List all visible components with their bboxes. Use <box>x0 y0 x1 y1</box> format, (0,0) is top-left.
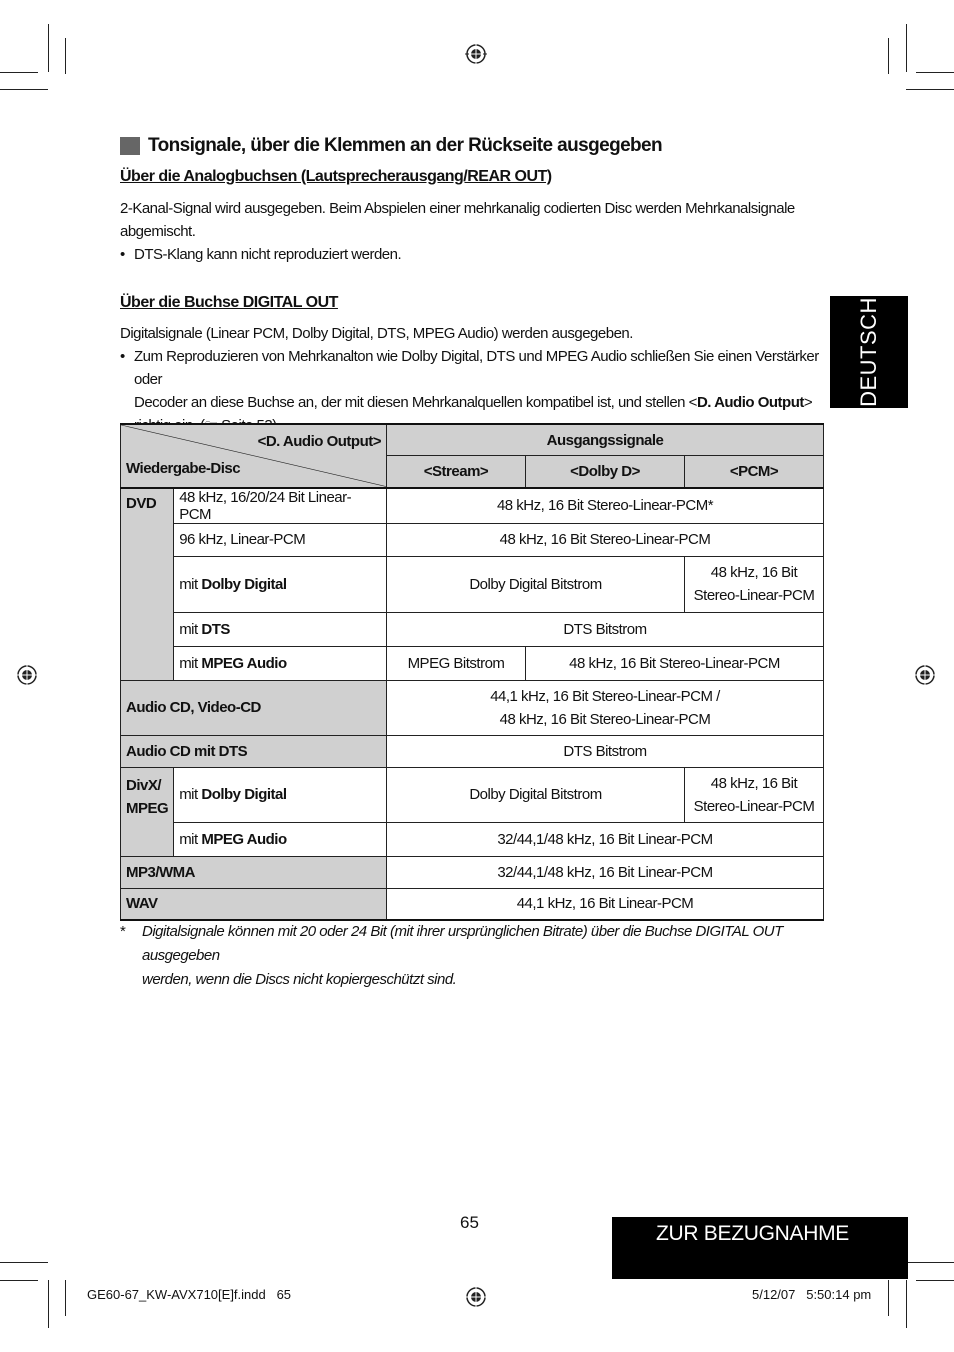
footnote-line: werden, wenn die Discs nicht kopiergeschützt sind. <box>142 971 457 988</box>
crop-mark <box>0 1280 38 1281</box>
output-line: Stereo-Linear-PCM <box>693 797 815 815</box>
mit-label: mit <box>179 654 198 672</box>
date-slug: 5/12/07 5:50:14 pm <box>752 1287 872 1302</box>
crop-mark <box>888 38 889 74</box>
column-header-stream: <Stream> <box>387 456 526 488</box>
disc-divx-line: DivX/ <box>126 776 162 794</box>
output-line: Stereo-Linear-PCM <box>693 587 815 604</box>
mit-label: mit <box>179 620 198 638</box>
output-cell <box>685 767 824 822</box>
analog-paragraph <box>120 197 830 266</box>
analog-paragraph-line: abgemischt. <box>120 223 196 240</box>
digital-bullet-line <box>134 391 826 414</box>
analog-paragraph-line: 2-Kanal-Signal wird ausgegeben. Beim Abspielen einer mehrkanalig codierten Disc werden Mehrkanalsignale <box>120 200 795 217</box>
reference-label: ZUR BEZUGNAHME <box>656 1222 849 1245</box>
output-cell: MPEG Bitstrom <box>387 646 526 680</box>
format-label: DTS <box>201 620 230 638</box>
crop-mark <box>0 72 38 73</box>
analog-bullet: • DTS-Klang kann nicht reproduziert werden. <box>120 243 830 266</box>
column-header-dolby: <Dolby D> <box>526 456 685 488</box>
analog-heading: Über die Analogbuchsen (Lautsprecherausgang/REAR OUT) <box>120 168 552 185</box>
reference-tab <box>612 1217 908 1279</box>
footnote-text <box>120 920 825 992</box>
dvd-sub-row <box>174 612 387 646</box>
output-cell <box>685 556 824 612</box>
mit-label: mit <box>179 786 198 803</box>
disc-audio-cd-dts: Audio CD mit DTS <box>121 735 387 767</box>
disc-divx-line: MPEG <box>126 799 169 817</box>
dvd-sub-row: 96 kHz, Linear-PCM <box>174 523 387 556</box>
registration-target-icon <box>914 664 936 686</box>
crop-mark <box>65 1280 66 1316</box>
crop-mark <box>916 72 954 73</box>
file-slug: GE60-67_KW-AVX710[E]f.indd 65 <box>87 1287 292 1302</box>
format-label: MPEG Audio <box>201 654 287 672</box>
crop-mark <box>906 1262 954 1263</box>
page-number: 65 <box>460 1213 479 1232</box>
disc-audio-cd: Audio CD, Video-CD <box>121 680 387 735</box>
output-line: 48 kHz, 16 Bit <box>710 774 798 792</box>
language-tab-label: DEUTSCH <box>856 297 881 407</box>
footnote-mark: * <box>120 923 126 940</box>
crop-mark <box>906 89 954 90</box>
group-header: Ausgangssignale <box>387 424 824 456</box>
setting-name: D. Audio Output <box>696 394 804 411</box>
dvd-sub-row: 48 kHz, 16/20/24 Bit Linear-PCM <box>174 488 387 524</box>
output-signal-table <box>120 423 824 921</box>
registration-target-icon <box>16 664 38 686</box>
digital-paragraph-line: Digitalsignale (Linear PCM, Dolby Digital, DTS, MPEG Audio) werden ausgegeben. <box>120 325 633 342</box>
heading-square-icon <box>120 137 140 155</box>
format-label: Dolby Digital <box>201 575 287 593</box>
section-heading <box>120 135 662 157</box>
format-label: Dolby Digital <box>201 786 287 803</box>
output-line: 48 kHz, 16 Bit Stereo-Linear-PCM <box>499 710 711 728</box>
crop-mark <box>888 1280 889 1316</box>
digital-bullet-text: Decoder an diese Buchse an, der mit diesen Mehrkanalquellen kompatibel ist, und stellen < <box>134 394 697 411</box>
mit-label: mit <box>179 830 198 848</box>
output-cell: Dolby Digital Bitstrom <box>387 556 685 612</box>
output-cell: 44,1 kHz, 16 Bit Linear-PCM <box>387 888 824 920</box>
footnote <box>120 920 825 992</box>
output-cell: DTS Bitstrom <box>387 735 824 767</box>
disc-divx <box>121 767 174 856</box>
output-line: 48 kHz, 16 Bit <box>710 564 798 581</box>
corner-bottom-label: Wiedergabe-Disc <box>126 459 241 477</box>
output-cell: DTS Bitstrom <box>387 612 824 646</box>
output-cell: 48 kHz, 16 Bit Stereo-Linear-PCM* <box>387 488 824 524</box>
output-cell: 48 kHz, 16 Bit Stereo-Linear-PCM <box>526 646 824 680</box>
dvd-sub-row <box>174 646 387 680</box>
crop-mark <box>65 38 66 74</box>
crop-mark <box>0 1262 48 1263</box>
digital-paragraph <box>120 322 826 437</box>
output-cell: 32/44,1/48 kHz, 16 Bit Linear-PCM <box>387 856 824 888</box>
crop-mark <box>48 24 49 72</box>
crop-mark <box>906 1280 907 1328</box>
crop-mark <box>916 1280 954 1281</box>
crop-mark <box>906 24 907 72</box>
crop-mark <box>48 1280 49 1328</box>
crop-mark <box>0 89 48 90</box>
language-tab <box>830 296 908 408</box>
section-title: Tonsignale, über die Klemmen an der Rückseite ausgegeben <box>148 135 663 156</box>
divx-sub-row <box>174 822 387 856</box>
digital-bullet-text: > <box>803 394 813 411</box>
divx-sub-row <box>174 767 387 822</box>
disc-wav: WAV <box>121 888 387 920</box>
output-cell: 32/44,1/48 kHz, 16 Bit Linear-PCM <box>387 822 824 856</box>
table-corner-cell <box>121 424 387 488</box>
corner-top-label: <D. Audio Output> <box>257 433 381 450</box>
mit-label: mit <box>179 575 198 593</box>
output-cell: 48 kHz, 16 Bit Stereo-Linear-PCM <box>387 523 824 556</box>
digital-heading: Über die Buchse DIGITAL OUT <box>120 294 338 311</box>
output-cell <box>387 680 824 735</box>
output-cell: Dolby Digital Bitstrom <box>387 767 685 822</box>
column-header-pcm: <PCM> <box>685 456 824 488</box>
registration-target-icon <box>465 1286 487 1308</box>
digital-bullet-line: • Zum Reproduzieren von Mehrkanalton wie Dolby Digital, DTS und MPEG Audio schließen Sie einen Verstärker oder <box>134 348 819 388</box>
output-line: 44,1 kHz, 16 Bit Stereo-Linear-PCM / <box>490 687 720 705</box>
disc-mp3-wma: MP3/WMA <box>121 856 387 888</box>
format-label: MPEG Audio <box>201 830 287 848</box>
registration-target-icon <box>465 43 487 65</box>
disc-dvd: DVD <box>121 488 174 681</box>
footnote-line: Digitalsignale können mit 20 oder 24 Bit (mit ihrer ursprünglichen Bitrate) über die Buchse DIGITAL OUT ausgegeben <box>142 923 783 964</box>
dvd-sub-row <box>174 556 387 612</box>
